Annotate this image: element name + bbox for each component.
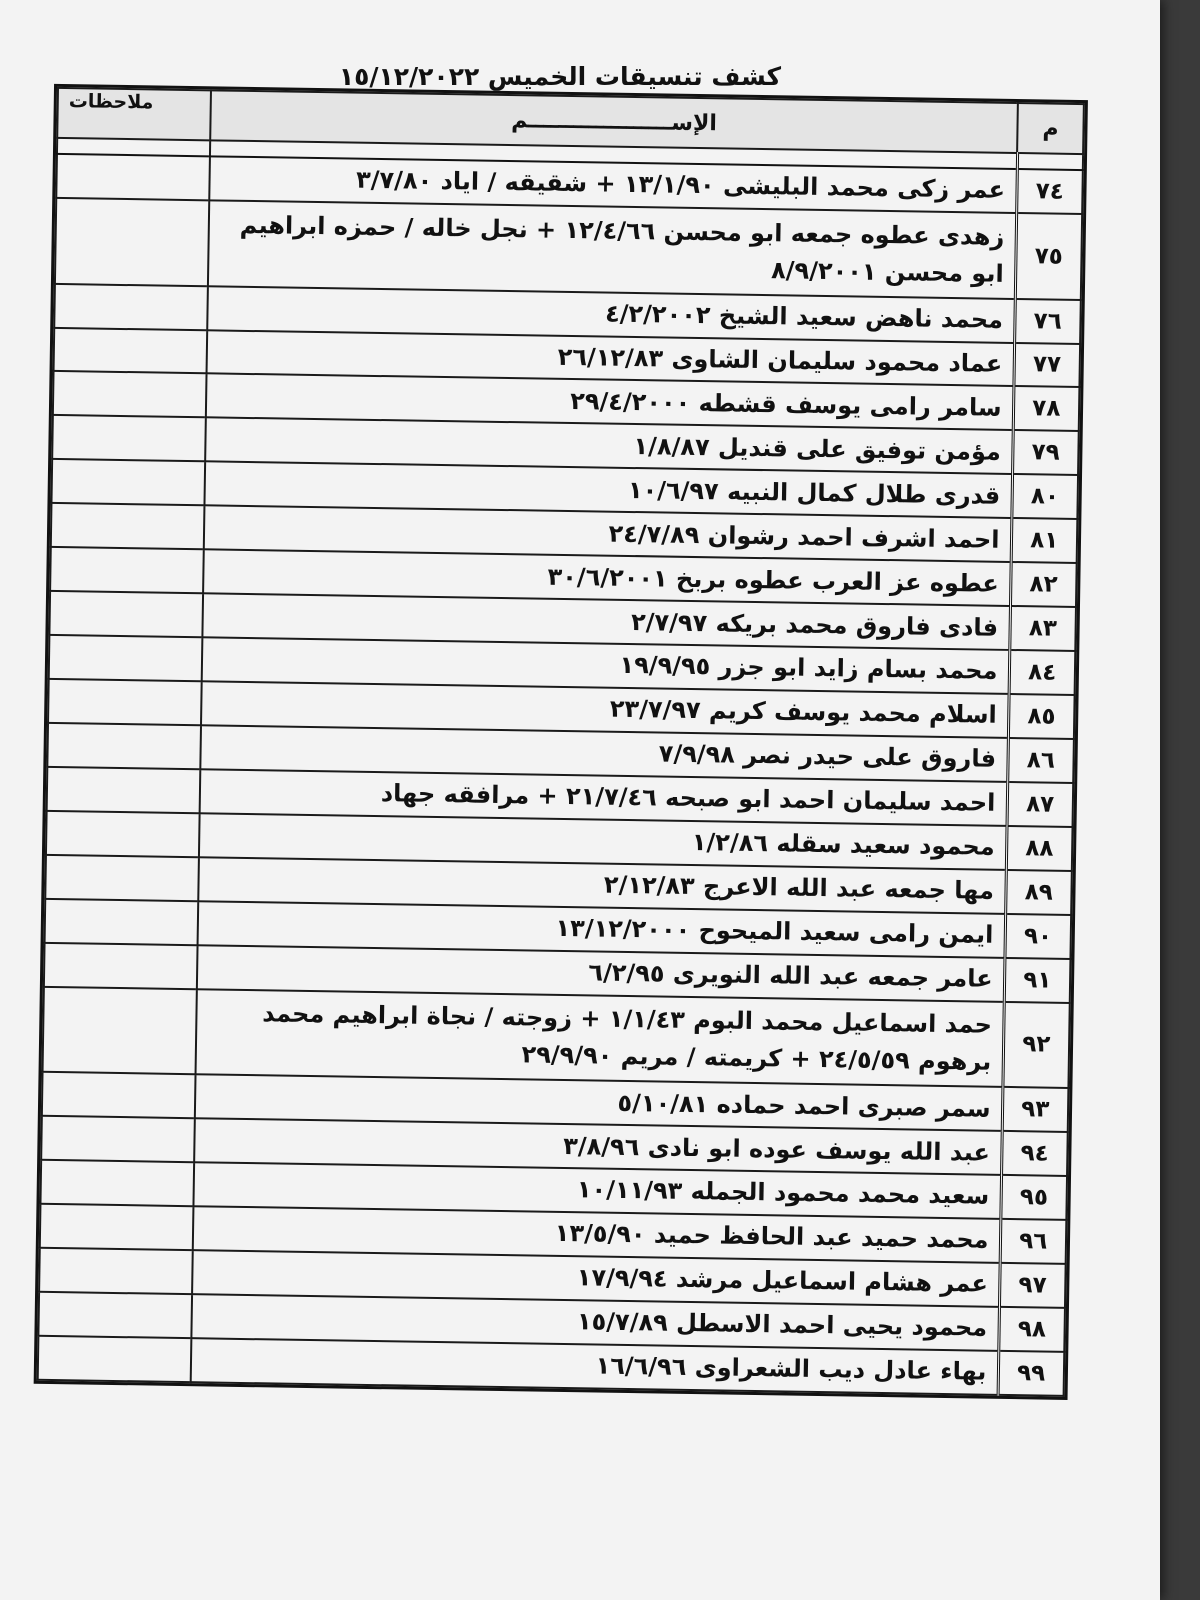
row-name: عامر جمعه عبد الله النويرى ٦/٢/٩٥ xyxy=(197,945,1005,1002)
row-notes xyxy=(38,1292,192,1338)
table-row xyxy=(55,198,1082,300)
row-notes xyxy=(45,855,199,901)
row-notes xyxy=(51,459,205,505)
row-notes xyxy=(46,811,200,857)
row-number: ٧٨ xyxy=(1013,386,1080,431)
row-notes xyxy=(53,371,207,417)
row-number: ٧٩ xyxy=(1012,430,1079,475)
row-number: ٩٠ xyxy=(1004,914,1071,959)
row-notes xyxy=(54,327,208,373)
row-notes xyxy=(50,547,204,593)
row-number: ٨٠ xyxy=(1011,474,1078,519)
row-notes xyxy=(49,635,203,681)
row-number: ٨٩ xyxy=(1005,870,1072,915)
row-notes xyxy=(51,503,205,549)
row-name: بهاء عادل ديب الشعراوى ١٦/٦/٩٦ xyxy=(191,1338,999,1395)
row-name: ايمن رامى سعيد الميحوح ١٣/١٢/٢٠٠٠ xyxy=(198,901,1006,958)
header-name: الإســـــــــــــــــــم xyxy=(210,90,1018,153)
row-notes xyxy=(39,1248,193,1294)
row-name: زهدى عطوه جمعه ابو محسن ١٢/٤/٦٦ + نجل خاله / حمزه ابراهيم ابو محسن ٨/٩/٢٠٠١ xyxy=(208,200,1016,298)
row-number: ٨٦ xyxy=(1007,738,1074,783)
row-name: احمد اشرف احمد رشوان ٢٤/٧/٨٩ xyxy=(204,506,1012,563)
row-name: عمر هشام اسماعيل مرشد ١٧/٩/٩٤ xyxy=(192,1250,1000,1307)
row-notes xyxy=(40,1204,194,1250)
row-number: ٧٤ xyxy=(1016,169,1083,214)
row-number: ٧٦ xyxy=(1014,299,1081,344)
row-notes xyxy=(55,198,209,286)
row-number: ٩٧ xyxy=(999,1263,1066,1308)
row-number: ٩٦ xyxy=(1000,1219,1067,1264)
row-number: ٩٨ xyxy=(998,1307,1065,1352)
row-number: ٨٣ xyxy=(1009,606,1076,651)
row-notes xyxy=(48,679,202,725)
row-number: ٩١ xyxy=(1004,958,1071,1003)
row-notes xyxy=(43,986,197,1074)
row-name: اسلام محمد يوسف كريم ٢٣/٧/٩٧ xyxy=(201,681,1009,738)
row-name: محمد حميد عبد الحافظ حميد ١٣/٥/٩٠ xyxy=(193,1206,1001,1263)
row-number: ٨٨ xyxy=(1006,826,1073,871)
row-name: محمد بسام زايد ابو جزر ١٩/٩/٩٥ xyxy=(202,637,1010,694)
coordination-table-frame xyxy=(34,84,1088,1400)
row-notes xyxy=(42,1072,196,1118)
header-number: م xyxy=(1017,103,1084,154)
row-name: محمد ناهض سعيد الشيخ ٤/٢/٢٠٠٢ xyxy=(207,286,1015,343)
row-name: احمد سليمان احمد ابو صبحه ٢١/٧/٤٦ + مرافقه جهاد xyxy=(200,769,1008,826)
row-number: ٧٧ xyxy=(1013,343,1080,388)
row-number: ٨٥ xyxy=(1008,694,1075,739)
row-number: ٩٢ xyxy=(1002,1001,1069,1088)
row-name: عطوه عز العرب عطوه بربخ ٣٠/٦/٢٠٠١ xyxy=(203,549,1011,606)
row-number: ٨١ xyxy=(1011,518,1078,563)
row-name: عبد الله يوسف عوده ابو نادى ٣/٨/٩٦ xyxy=(194,1118,1002,1175)
spacer-cell xyxy=(1017,153,1083,170)
row-notes xyxy=(52,415,206,461)
row-name: سعيد محمد محمود الجمله ١٠/١١/٩٣ xyxy=(193,1162,1001,1219)
row-name: فاروق على حيدر نصر ٧/٩/٩٨ xyxy=(200,725,1008,782)
row-name: محمود سعيد سقله ١/٢/٨٦ xyxy=(199,813,1007,870)
row-name: محمود يحيى احمد الاسطل ١٥/٧/٨٩ xyxy=(191,1294,999,1351)
page-title: كشف تنسيقات الخميس ١٥/١٢/٢٠٢٢ xyxy=(338,62,782,91)
row-notes xyxy=(44,942,198,988)
header-notes: ملاحظات xyxy=(57,88,211,140)
row-name: حمد اسماعيل محمد البوم ١/١/٤٣ + زوجته / نجاة ابراهيم محمد برهوم ٢٤/٥/٥٩ + كريمته / مريم ٢٩/٩/٩٠ xyxy=(196,989,1004,1087)
row-name: سامر رامى يوسف قشطه ٢٩/٤/٢٠٠٠ xyxy=(206,374,1014,431)
row-number: ٨٧ xyxy=(1007,782,1074,827)
row-notes xyxy=(47,767,201,813)
row-name: عمر زكى محمد البليشى ١٣/١/٩٠ + شقيقه / اياد ٣/٧/٨٠ xyxy=(209,156,1017,213)
row-name: مؤمن توفيق على قنديل ١/٨/٨٧ xyxy=(205,418,1013,475)
row-name: عماد محمود سليمان الشاوى ٢٦/١٢/٨٣ xyxy=(207,330,1015,387)
table-body xyxy=(38,138,1083,1396)
table-row xyxy=(43,986,1070,1088)
row-number: ٨٢ xyxy=(1010,562,1077,607)
row-notes xyxy=(40,1160,194,1206)
row-notes xyxy=(54,283,208,329)
row-notes xyxy=(38,1336,192,1383)
row-name: قدرى طلال كمال النبيه ١٠/٦/٩٧ xyxy=(204,462,1012,519)
row-notes xyxy=(56,154,210,200)
row-number: ٧٥ xyxy=(1015,213,1082,300)
coordination-table xyxy=(37,87,1085,1397)
row-number: ٩٩ xyxy=(998,1351,1065,1396)
row-number: ٨٤ xyxy=(1009,650,1076,695)
row-name: سمر صبرى احمد حماده ٥/١٠/٨١ xyxy=(195,1074,1003,1131)
row-notes xyxy=(47,723,201,769)
row-name: مها جمعه عبد الله الاعرج ٢/١٢/٨٣ xyxy=(198,857,1006,914)
row-notes xyxy=(41,1116,195,1162)
row-number: ٩٣ xyxy=(1002,1087,1069,1132)
row-notes xyxy=(45,899,199,945)
row-number: ٩٥ xyxy=(1000,1175,1067,1220)
row-notes xyxy=(49,591,203,637)
row-number: ٩٤ xyxy=(1001,1131,1068,1176)
row-name: فادى فاروق محمد بريكه ٢/٧/٩٧ xyxy=(202,593,1010,650)
